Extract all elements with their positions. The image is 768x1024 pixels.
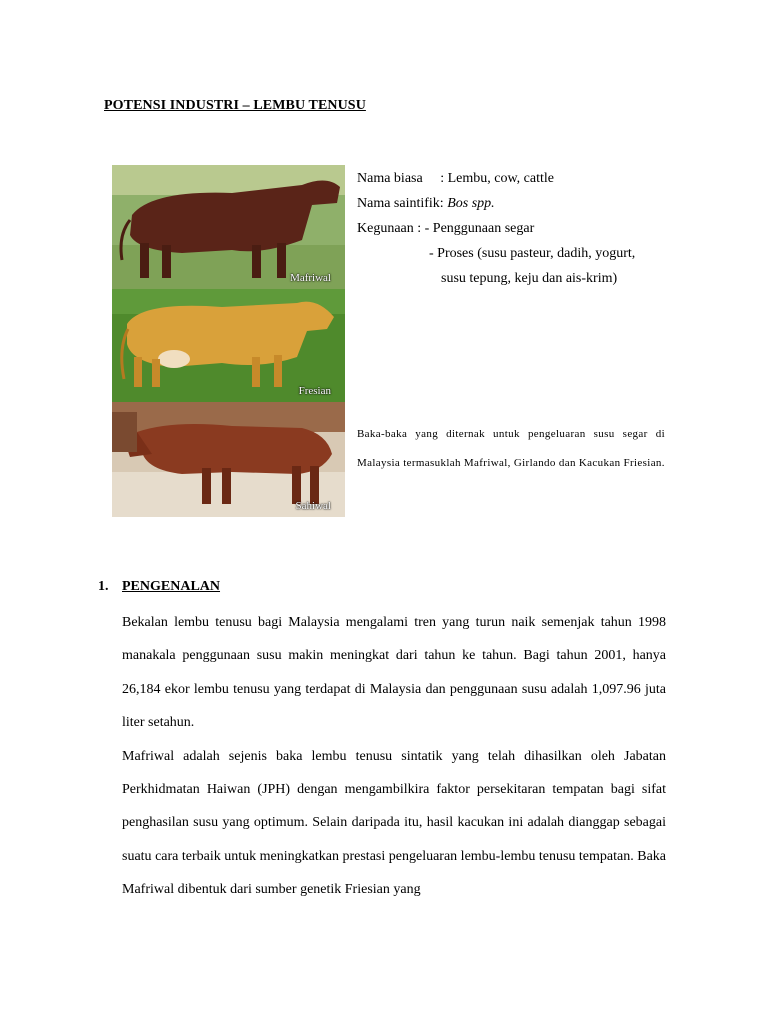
photo-caption: Mafriwal: [290, 272, 331, 284]
scientific-value: Bos spp.: [447, 196, 495, 211]
page-title: POTENSI INDUSTRI – LEMBU TENUSU: [104, 98, 366, 113]
section-body: [122, 606, 666, 907]
common-name: Nama biasa : Lembu, cow, cattle: [357, 171, 554, 186]
photo-sahiwal: [112, 402, 345, 517]
cattle-info: [357, 166, 635, 291]
section-heading: [98, 579, 220, 595]
uses-line-1: Kegunaan : - Penggunaan segar: [357, 221, 535, 236]
photo-caption: Sahiwal: [295, 500, 331, 512]
mafriwal-cow-image: [112, 165, 345, 289]
photo-mafriwal: [112, 165, 345, 289]
photo-fresian: [112, 289, 345, 402]
paragraph: Mafriwal adalah sejenis baka lembu tenusu sintatik yang telah dihasilkan oleh Jabatan Perkhidmatan Haiwan (JPH) dengan mengambilkira faktor persekitaran tempatan bagi sifat penghasilan susu yang optimum. Selain daripada itu, hasil kacukan ini adalah dianggap sebagai suatu cara terbaik untuk meningkatkan prestasi pengeluaran lembu-lembu tenusu tempatan. Baka Mafriwal dibentuk dari sumber genetik Friesian yang: [122, 748, 666, 898]
section-title: PENGENALAN: [122, 579, 221, 594]
paragraph: Bekalan lembu tenusu bagi Malaysia mengalami tren yang turun naik semenjak tahun 1998 manakala penggunaan susu makin meningkat dari tahun ke tahun. Bagi tahun 2001, hanya 26,184 ekor lembu tenusu yang terdapat di Malaysia dan penggunaan susu adalah 1,097.96 juta liter setahun.: [122, 615, 666, 731]
uses-line-3: susu tepung, keju dan ais-krim): [441, 271, 618, 286]
section-number: 1.: [98, 579, 109, 594]
scientific-name: [357, 191, 635, 216]
breeds-note: Baka-baka yang diternak untuk pengeluaran susu segar di Malaysia termasuklah Mafriwal, Girlando dan Kacukan Friesian.: [357, 428, 665, 469]
photo-caption: Fresian: [298, 385, 331, 397]
scientific-label: Nama saintifik:: [357, 196, 448, 211]
uses-line-2: - Proses (susu pasteur, dadih, yogurt,: [429, 246, 636, 261]
